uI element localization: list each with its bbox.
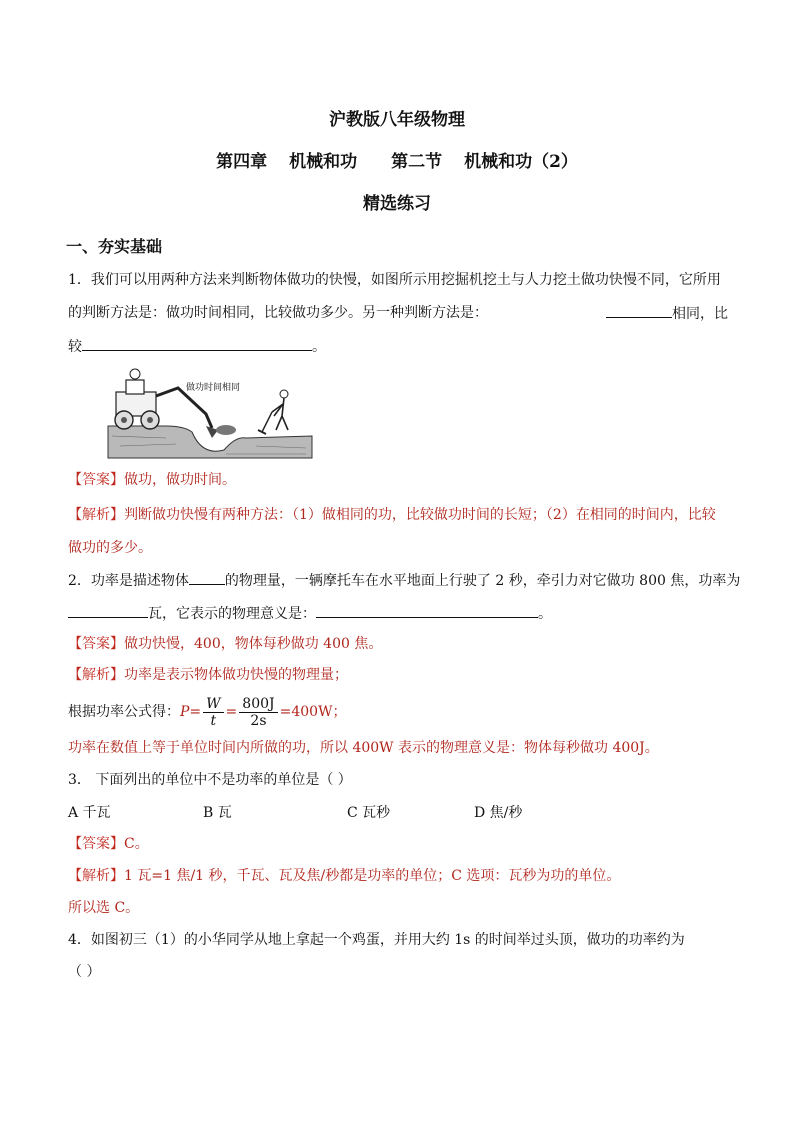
formula-w: W [203, 696, 223, 713]
q2-blank-2[interactable] [68, 603, 148, 618]
q2-line-2-text: 瓦，它表示的物理意义是： [148, 606, 316, 622]
q3-analysis-text: 1 瓦=1 焦/1 秒，千瓦、瓦及焦/秒都是功率的单位；C 选项：瓦秒为功的单位。 [124, 868, 621, 884]
chapter-title [0, 147, 794, 172]
q1-analysis-2: 做功的多少。 [68, 540, 152, 556]
q2-line-1 [68, 570, 741, 591]
q2-answer-text: 做功快慢，400，物体每秒做功 400 焦。 [124, 636, 383, 652]
q1-line-3-text: 较 [68, 339, 82, 355]
formula-p: P= [180, 704, 202, 720]
q1-analysis-text-1: 判断做功快慢有两种方法：（1）做相同的功，比较做功时间的长短；（2）在相同的时间内，比较 [124, 507, 716, 523]
section-number: 第二节 [391, 152, 443, 172]
q1-line-3-end: 。 [312, 339, 326, 355]
q1-answer-text: 做功，做功时间。 [124, 472, 236, 488]
q3-answer [68, 834, 728, 854]
q1-blank-1[interactable] [606, 303, 672, 318]
formula-fraction-w-t [203, 696, 223, 729]
formula-fraction-values [239, 696, 277, 729]
q3-conclusion: 所以选 C。 [68, 900, 140, 916]
analysis-tag: 【解析】 [68, 667, 124, 683]
q4-line-1: 4．如图初三（1）的小华同学从地上拿起一个鸡蛋，并用大约 1s 的时间举过头顶，做功的功率约为 [68, 932, 685, 948]
chapter-number: 第四章 [216, 152, 268, 172]
formula-t: t [210, 712, 217, 729]
document-title: 沪教版八年级物理 [329, 110, 465, 130]
formula-equals: = [225, 704, 238, 720]
q3-answer-text: C。 [124, 836, 149, 852]
q2-formula [68, 692, 728, 732]
q2-analysis-3: 功率在数值上等于单位时间内所做的功，所以 400W 表示的物理意义是：物体每秒做功 400J。 [68, 740, 659, 756]
q3-option-c[interactable]: C 瓦秒 [347, 805, 391, 821]
analysis-tag: 【解析】 [68, 868, 124, 884]
chapter-name: 机械和功 [289, 152, 358, 172]
formula-prefix: 根据功率公式得： [68, 704, 180, 720]
formula-denominator: 2s [250, 712, 267, 729]
answer-tag: 【答案】 [68, 636, 124, 652]
q3-option-a[interactable]: A 千瓦 [68, 805, 111, 821]
q3-option-b[interactable]: B 瓦 [203, 805, 232, 821]
section-heading: 一、夯实基础 [66, 237, 163, 256]
formula-result: =400W； [279, 704, 347, 720]
q2-line-2 [68, 603, 728, 624]
q2-analysis-1 [68, 665, 728, 685]
q2-line-1-tail: 的物理量，一辆摩托车在水平地面上行驶了 2 秒，牵引力对它做功 800 焦，功率为 [224, 573, 741, 589]
q2-analysis-text-1: 功率是表示物体做功快慢的物理量； [124, 667, 348, 683]
q1-line-2-tail: 相同，比 [672, 306, 728, 322]
q2-line-2-end: 。 [538, 606, 552, 622]
q2-line-1-text: 2．功率是描述物体 [68, 573, 189, 589]
q3-option-d[interactable]: D 焦/秒 [474, 805, 523, 821]
analysis-tag: 【解析】 [68, 507, 124, 523]
q1-analysis-1 [68, 505, 728, 525]
section-name: 机械和功（2） [464, 152, 578, 172]
q1-line-2 [68, 303, 728, 324]
q3-stem: 3． 下面列出的单位中不是功率的单位是（ ） [68, 772, 352, 788]
q1-line-2-text: 的判断方法是：做功时间相同，比较做功多少。另一种判断方法是： [68, 305, 488, 321]
q3-analysis [68, 866, 728, 886]
answer-tag: 【答案】 [68, 472, 124, 488]
q1-line-1: 1．我们可以用两种方法来判断物体做功的快慢，如图所示用挖掘机挖土与人力挖土做功快慢不同，它所用 [68, 272, 721, 288]
figure-label: 做功时间相同 [186, 383, 241, 393]
formula-numerator: 800J [239, 696, 277, 713]
q2-blank-3[interactable] [316, 603, 538, 618]
q1-line-3 [68, 336, 728, 357]
answer-tag: 【答案】 [68, 836, 124, 852]
q1-answer [68, 470, 728, 490]
q1-blank-2[interactable] [82, 336, 312, 351]
document-subtitle: 精选练习 [363, 194, 431, 214]
q4-line-2: （ ） [68, 964, 101, 980]
q2-blank-1[interactable] [189, 570, 225, 585]
q2-answer [68, 634, 728, 654]
